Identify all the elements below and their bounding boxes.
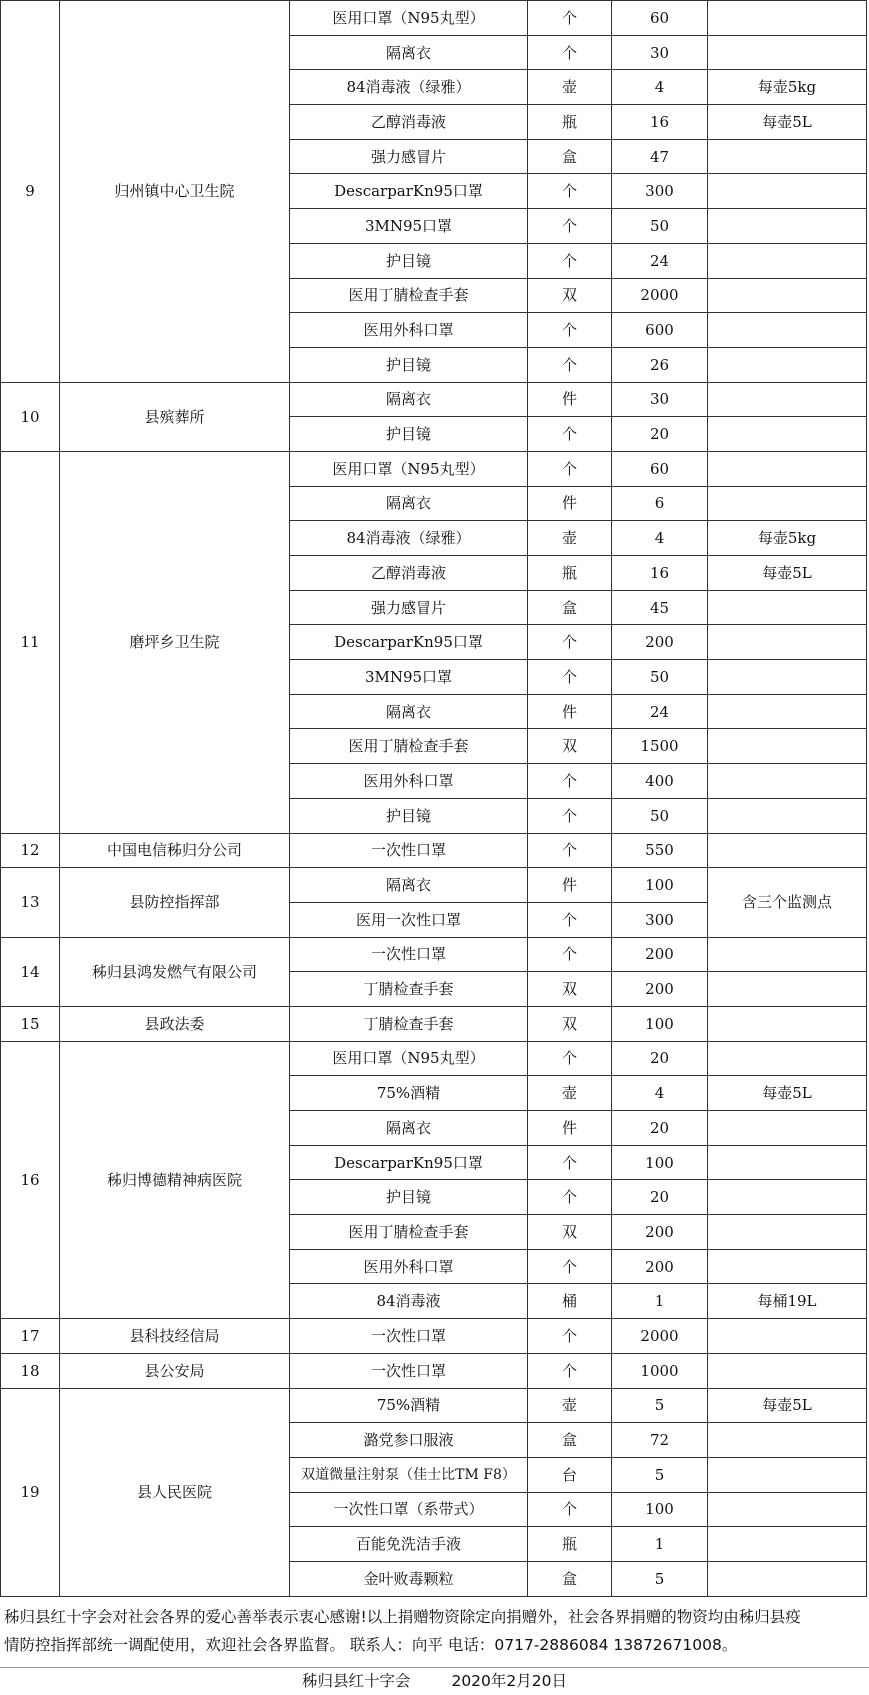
item-unit: 壶 <box>528 1388 612 1423</box>
item-unit: 个 <box>528 174 612 209</box>
item-quantity: 5 <box>612 1561 708 1596</box>
row-number: 16 <box>1 1041 60 1319</box>
table-row <box>1 382 867 417</box>
item-remark <box>708 1249 867 1284</box>
row-number: 18 <box>1 1353 60 1388</box>
item-name: 一次性口罩 <box>290 937 528 972</box>
item-unit: 个 <box>528 625 612 660</box>
item-quantity: 550 <box>612 833 708 868</box>
row-number: 15 <box>1 1006 60 1041</box>
item-name: 84消毒液 <box>290 1284 528 1319</box>
item-remark <box>708 1006 867 1041</box>
item-unit: 双 <box>528 729 612 764</box>
item-name: 一次性口罩 <box>290 1319 528 1354</box>
item-quantity: 1 <box>612 1284 708 1319</box>
row-number: 12 <box>1 833 60 868</box>
item-remark <box>708 486 867 521</box>
item-name: DescarparKn95口罩 <box>290 625 528 660</box>
item-quantity: 6 <box>612 486 708 521</box>
item-name: 护目镜 <box>290 798 528 833</box>
item-remark <box>708 1457 867 1492</box>
item-remark <box>708 1319 867 1354</box>
item-unit: 件 <box>528 868 612 903</box>
item-quantity: 24 <box>612 243 708 278</box>
item-name: 医用口罩（N95丸型） <box>290 1041 528 1076</box>
item-quantity: 200 <box>612 625 708 660</box>
item-unit: 个 <box>528 417 612 452</box>
item-quantity: 400 <box>612 764 708 799</box>
item-name: 3MN95口罩 <box>290 209 528 244</box>
item-unit: 个 <box>528 1249 612 1284</box>
row-number: 9 <box>1 1 60 383</box>
item-name: 护目镜 <box>290 1180 528 1215</box>
table-row <box>1 833 867 868</box>
item-name: 84消毒液（绿雅） <box>290 70 528 105</box>
item-name: 医用口罩（N95丸型） <box>290 1 528 36</box>
item-remark <box>708 764 867 799</box>
item-quantity: 300 <box>612 174 708 209</box>
signature-org: 秭归县红十字会 <box>302 1672 411 1690</box>
row-number: 10 <box>1 382 60 451</box>
item-quantity: 200 <box>612 937 708 972</box>
item-unit: 壶 <box>528 521 612 556</box>
item-remark <box>708 139 867 174</box>
item-unit: 双 <box>528 1006 612 1041</box>
item-unit: 个 <box>528 1 612 36</box>
item-remark <box>708 1145 867 1180</box>
item-unit: 个 <box>528 937 612 972</box>
footer-line-1: 秭归县红十字会对社会各界的爱心善举表示衷心感谢!以上捐赠物资除定向捐赠外，社会各界捐赠的物资均由秭归县疫 <box>4 1608 801 1626</box>
item-quantity: 30 <box>612 35 708 70</box>
item-unit: 瓶 <box>528 1527 612 1562</box>
row-number: 14 <box>1 937 60 1006</box>
item-name: 双道微量注射泵（佳士比TM F8） <box>290 1457 528 1492</box>
item-remark <box>708 937 867 972</box>
item-name: 医用外科口罩 <box>290 313 528 348</box>
item-remark <box>708 209 867 244</box>
item-name: 医用外科口罩 <box>290 1249 528 1284</box>
item-quantity: 4 <box>612 521 708 556</box>
item-unit: 件 <box>528 694 612 729</box>
item-name: DescarparKn95口罩 <box>290 1145 528 1180</box>
item-name: 隔离衣 <box>290 382 528 417</box>
item-unit: 台 <box>528 1457 612 1492</box>
item-name: 医用外科口罩 <box>290 764 528 799</box>
item-unit: 个 <box>528 313 612 348</box>
item-quantity: 100 <box>612 868 708 903</box>
item-name: 75%酒精 <box>290 1076 528 1111</box>
table-row <box>1 1006 867 1041</box>
item-quantity: 50 <box>612 660 708 695</box>
item-unit: 个 <box>528 1492 612 1527</box>
item-name: DescarparKn95口罩 <box>290 174 528 209</box>
item-name: 医用丁腈检查手套 <box>290 1215 528 1250</box>
item-name: 医用丁腈检查手套 <box>290 278 528 313</box>
item-unit: 个 <box>528 1145 612 1180</box>
recipient-org: 县政法委 <box>60 1006 290 1041</box>
item-remark <box>708 1 867 36</box>
item-remark: 含三个监测点 <box>708 868 867 937</box>
item-remark: 每桶19L <box>708 1284 867 1319</box>
item-remark: 每壶5L <box>708 1076 867 1111</box>
item-quantity: 100 <box>612 1492 708 1527</box>
item-name: 隔离衣 <box>290 694 528 729</box>
item-name: 护目镜 <box>290 417 528 452</box>
item-name: 金叶败毒颗粒 <box>290 1561 528 1596</box>
item-name: 隔离衣 <box>290 1111 528 1146</box>
item-unit: 个 <box>528 1041 612 1076</box>
item-unit: 件 <box>528 382 612 417</box>
item-quantity: 300 <box>612 902 708 937</box>
recipient-org: 县人民医院 <box>60 1388 290 1596</box>
item-remark <box>708 243 867 278</box>
item-unit: 瓶 <box>528 556 612 591</box>
item-unit: 个 <box>528 347 612 382</box>
item-unit: 盒 <box>528 590 612 625</box>
item-name: 3MN95口罩 <box>290 660 528 695</box>
item-remark <box>708 382 867 417</box>
table-row <box>1 1353 867 1388</box>
item-unit: 个 <box>528 833 612 868</box>
item-quantity: 600 <box>612 313 708 348</box>
signature-date: 2020年2月20日 <box>451 1672 567 1690</box>
item-quantity: 26 <box>612 347 708 382</box>
item-unit: 双 <box>528 972 612 1007</box>
item-remark: 每壶5kg <box>708 70 867 105</box>
item-unit: 盒 <box>528 1561 612 1596</box>
item-remark <box>708 1527 867 1562</box>
row-number: 11 <box>1 451 60 833</box>
item-name: 一次性口罩（系带式） <box>290 1492 528 1527</box>
item-name: 护目镜 <box>290 243 528 278</box>
item-quantity: 2000 <box>612 278 708 313</box>
item-name: 医用丁腈检查手套 <box>290 729 528 764</box>
item-remark <box>708 1353 867 1388</box>
table-row <box>1 868 867 903</box>
row-number: 17 <box>1 1319 60 1354</box>
item-unit: 壶 <box>528 1076 612 1111</box>
item-remark: 每壶5L <box>708 1388 867 1423</box>
item-quantity: 16 <box>612 556 708 591</box>
item-quantity: 100 <box>612 1006 708 1041</box>
item-unit: 桶 <box>528 1284 612 1319</box>
item-remark <box>708 417 867 452</box>
item-remark <box>708 1423 867 1458</box>
item-remark <box>708 1215 867 1250</box>
item-quantity: 1500 <box>612 729 708 764</box>
recipient-org: 县科技经信局 <box>60 1319 290 1354</box>
recipient-org: 磨坪乡卫生院 <box>60 451 290 833</box>
item-quantity: 20 <box>612 1111 708 1146</box>
item-remark <box>708 35 867 70</box>
row-number: 13 <box>1 868 60 937</box>
table-row <box>1 937 867 972</box>
item-name: 强力感冒片 <box>290 590 528 625</box>
item-remark <box>708 1111 867 1146</box>
item-remark <box>708 451 867 486</box>
item-remark <box>708 1041 867 1076</box>
item-quantity: 2000 <box>612 1319 708 1354</box>
item-unit: 个 <box>528 798 612 833</box>
item-remark: 每壶5kg <box>708 521 867 556</box>
item-quantity: 30 <box>612 382 708 417</box>
item-quantity: 20 <box>612 1180 708 1215</box>
recipient-org: 归州镇中心卫生院 <box>60 1 290 383</box>
item-quantity: 5 <box>612 1457 708 1492</box>
item-remark <box>708 798 867 833</box>
item-quantity: 45 <box>612 590 708 625</box>
recipient-org: 县公安局 <box>60 1353 290 1388</box>
footer-line-2: 情防控指挥部统一调配使用，欢迎社会各界监督。 联系人：向平 电话：0717-2886084 13872671008。 <box>4 1636 738 1654</box>
item-remark <box>708 833 867 868</box>
item-unit: 瓶 <box>528 105 612 140</box>
recipient-org: 县殡葬所 <box>60 382 290 451</box>
table-row <box>1 1319 867 1354</box>
item-remark <box>708 590 867 625</box>
item-name: 丁腈检查手套 <box>290 972 528 1007</box>
item-unit: 个 <box>528 35 612 70</box>
item-name: 隔离衣 <box>290 486 528 521</box>
item-quantity: 200 <box>612 972 708 1007</box>
signature-line <box>0 1667 869 1695</box>
item-remark <box>708 1561 867 1596</box>
item-quantity: 1 <box>612 1527 708 1562</box>
item-quantity: 4 <box>612 70 708 105</box>
item-unit: 个 <box>528 1353 612 1388</box>
item-name: 护目镜 <box>290 347 528 382</box>
item-quantity: 4 <box>612 1076 708 1111</box>
item-quantity: 1000 <box>612 1353 708 1388</box>
item-unit: 个 <box>528 902 612 937</box>
item-unit: 双 <box>528 278 612 313</box>
item-quantity: 20 <box>612 417 708 452</box>
item-unit: 盒 <box>528 139 612 174</box>
item-name: 隔离衣 <box>290 868 528 903</box>
item-unit: 件 <box>528 1111 612 1146</box>
item-remark <box>708 174 867 209</box>
item-quantity: 60 <box>612 451 708 486</box>
item-remark <box>708 660 867 695</box>
row-number: 19 <box>1 1388 60 1596</box>
item-quantity: 100 <box>612 1145 708 1180</box>
item-name: 隔离衣 <box>290 35 528 70</box>
item-remark: 每壶5L <box>708 105 867 140</box>
recipient-org: 秭归县鸿发燃气有限公司 <box>60 937 290 1006</box>
item-remark <box>708 347 867 382</box>
item-name: 医用一次性口罩 <box>290 902 528 937</box>
item-unit: 个 <box>528 451 612 486</box>
item-unit: 个 <box>528 243 612 278</box>
table-row <box>1 451 867 486</box>
item-remark <box>708 729 867 764</box>
item-unit: 件 <box>528 486 612 521</box>
item-name: 潞党参口服液 <box>290 1423 528 1458</box>
item-name: 乙醇消毒液 <box>290 105 528 140</box>
item-unit: 盒 <box>528 1423 612 1458</box>
item-quantity: 24 <box>612 694 708 729</box>
item-quantity: 20 <box>612 1041 708 1076</box>
item-quantity: 5 <box>612 1388 708 1423</box>
item-quantity: 72 <box>612 1423 708 1458</box>
item-name: 强力感冒片 <box>290 139 528 174</box>
item-unit: 个 <box>528 764 612 799</box>
footer-note <box>0 1603 869 1659</box>
item-unit: 个 <box>528 209 612 244</box>
item-remark: 每壶5L <box>708 556 867 591</box>
item-remark <box>708 972 867 1007</box>
item-name: 百能免洗洁手液 <box>290 1527 528 1562</box>
item-remark <box>708 694 867 729</box>
item-unit: 个 <box>528 1319 612 1354</box>
item-unit: 壶 <box>528 70 612 105</box>
item-unit: 个 <box>528 1180 612 1215</box>
item-remark <box>708 1492 867 1527</box>
item-remark <box>708 313 867 348</box>
table-row <box>1 1 867 36</box>
table-row <box>1 1388 867 1423</box>
item-name: 84消毒液（绿雅） <box>290 521 528 556</box>
donation-table-body <box>1 1 867 1597</box>
item-quantity: 16 <box>612 105 708 140</box>
item-name: 医用口罩（N95丸型） <box>290 451 528 486</box>
recipient-org: 秭归博德精神病医院 <box>60 1041 290 1319</box>
item-name: 乙醇消毒液 <box>290 556 528 591</box>
item-remark <box>708 278 867 313</box>
item-quantity: 200 <box>612 1249 708 1284</box>
item-unit: 个 <box>528 660 612 695</box>
recipient-org: 县防控指挥部 <box>60 868 290 937</box>
recipient-org: 中国电信秭归分公司 <box>60 833 290 868</box>
table-row <box>1 1041 867 1076</box>
item-name: 丁腈检查手套 <box>290 1006 528 1041</box>
item-quantity: 50 <box>612 209 708 244</box>
item-quantity: 47 <box>612 139 708 174</box>
item-remark <box>708 625 867 660</box>
item-quantity: 50 <box>612 798 708 833</box>
item-name: 一次性口罩 <box>290 1353 528 1388</box>
item-name: 75%酒精 <box>290 1388 528 1423</box>
item-quantity: 200 <box>612 1215 708 1250</box>
item-name: 一次性口罩 <box>290 833 528 868</box>
item-remark <box>708 1180 867 1215</box>
item-unit: 双 <box>528 1215 612 1250</box>
item-quantity: 60 <box>612 1 708 36</box>
